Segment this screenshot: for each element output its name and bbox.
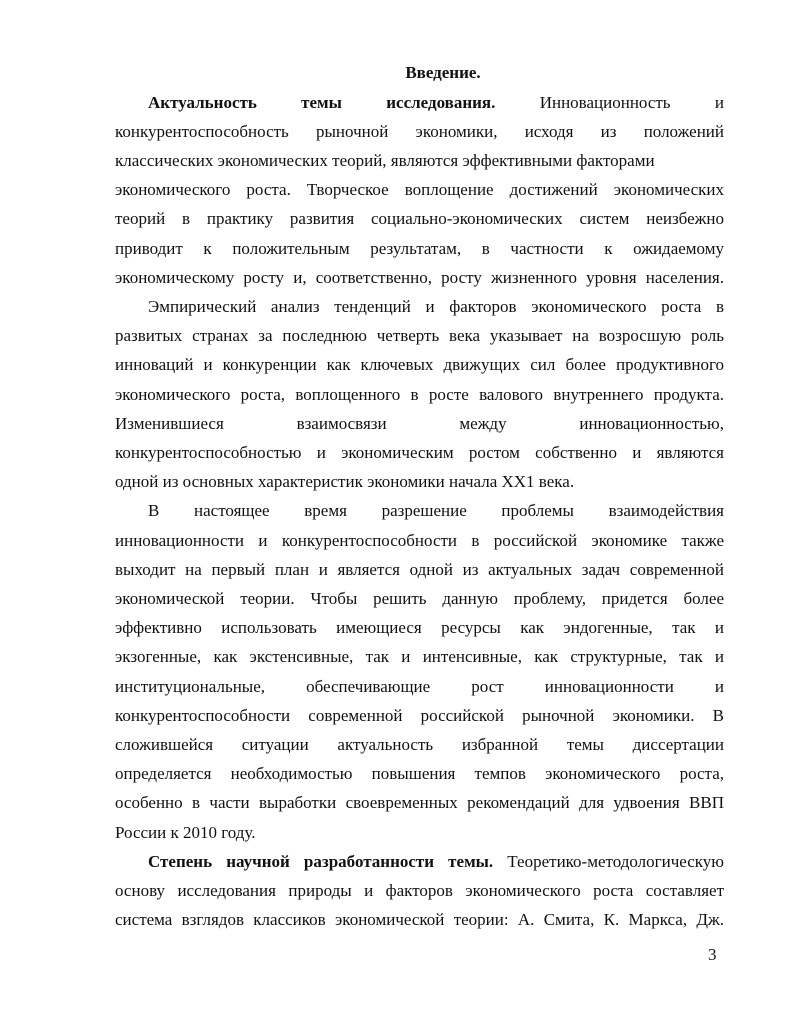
text-line: сложившейся ситуации актуальность избранной темы диссертации (115, 735, 724, 754)
text-line: экзогенные, как экстенсивные, так и интенсивные, как структурные, так и (115, 647, 724, 666)
text-line: инноваций и конкуренции как ключевых движущих сил более продуктивного (115, 355, 724, 374)
text-line: конкурентоспособность рыночной экономики, исходя из положений (115, 122, 724, 141)
text-line: России к 2010 году. (115, 823, 256, 842)
text-line: развитых странах за последнюю четверть века указывает на возросшую роль (115, 326, 724, 345)
text-line: экономического роста. Творческое воплощение достижений экономических (115, 180, 724, 199)
heading-research-degree: Степень научной разработанности темы. (148, 852, 494, 871)
text-line: теорий в практику развития социально-экономических систем неизбежно (115, 209, 724, 228)
text-line: Актуальность темы исследования. Инновационность и (148, 93, 724, 112)
text-line: экономического роста, воплощенного в росте валового внутреннего продукта. (115, 385, 724, 404)
text-line: основу исследования природы и факторов экономического роста составляет (115, 881, 724, 900)
text-line: конкурентоспособностью и экономическим ростом собственно и являются (115, 443, 724, 462)
section-title: Введение. (405, 63, 481, 82)
text-line: Эмпирический анализ тенденций и факторов экономического роста в (148, 297, 724, 316)
heading-relevance: Актуальность темы исследования. (148, 93, 496, 112)
text-line: экономическому росту и, соответственно, росту жизненного уровня населения. (115, 268, 724, 287)
text-line: приводит к положительным результатам, в частности к ожидаемому (115, 239, 724, 258)
text-line: определяется необходимостью повышения темпов экономического роста, (115, 764, 724, 783)
text-line: институциональные, обеспечивающие рост инновационности и (115, 677, 724, 696)
text-line: Степень научной разработанности темы. Теоретико-методологическую (148, 852, 725, 871)
text-line: эффективно использовать имеющиеся ресурсы как эндогенные, так и (115, 618, 724, 637)
text-line: экономической теории. Чтобы решить данную проблему, придется более (115, 589, 724, 608)
text-line: В настоящее время разрешение проблемы взаимодействия (148, 501, 724, 520)
text-line: выходит на первый план и является одной из актуальных задач современной (115, 560, 724, 579)
text-line: особенно в части выработки своевременных рекомендаций для удвоения ВВП (115, 793, 724, 812)
page-number: 3 (708, 945, 717, 964)
text-line: конкурентоспособности современной российской рыночной экономики. В (115, 706, 724, 725)
text-line: классических экономических теорий, являются эффективными факторами (115, 151, 655, 170)
text-line: одной из основных характеристик экономики начала XX1 века. (115, 472, 575, 491)
text-line: инновационности и конкурентоспособности в российской экономике также (115, 531, 724, 550)
text-line: система взглядов классиков экономической теории: А. Смита, К. Маркса, Дж. (115, 910, 724, 929)
text-line: Изменившиеся взаимосвязи между инновационностью, (115, 414, 724, 433)
